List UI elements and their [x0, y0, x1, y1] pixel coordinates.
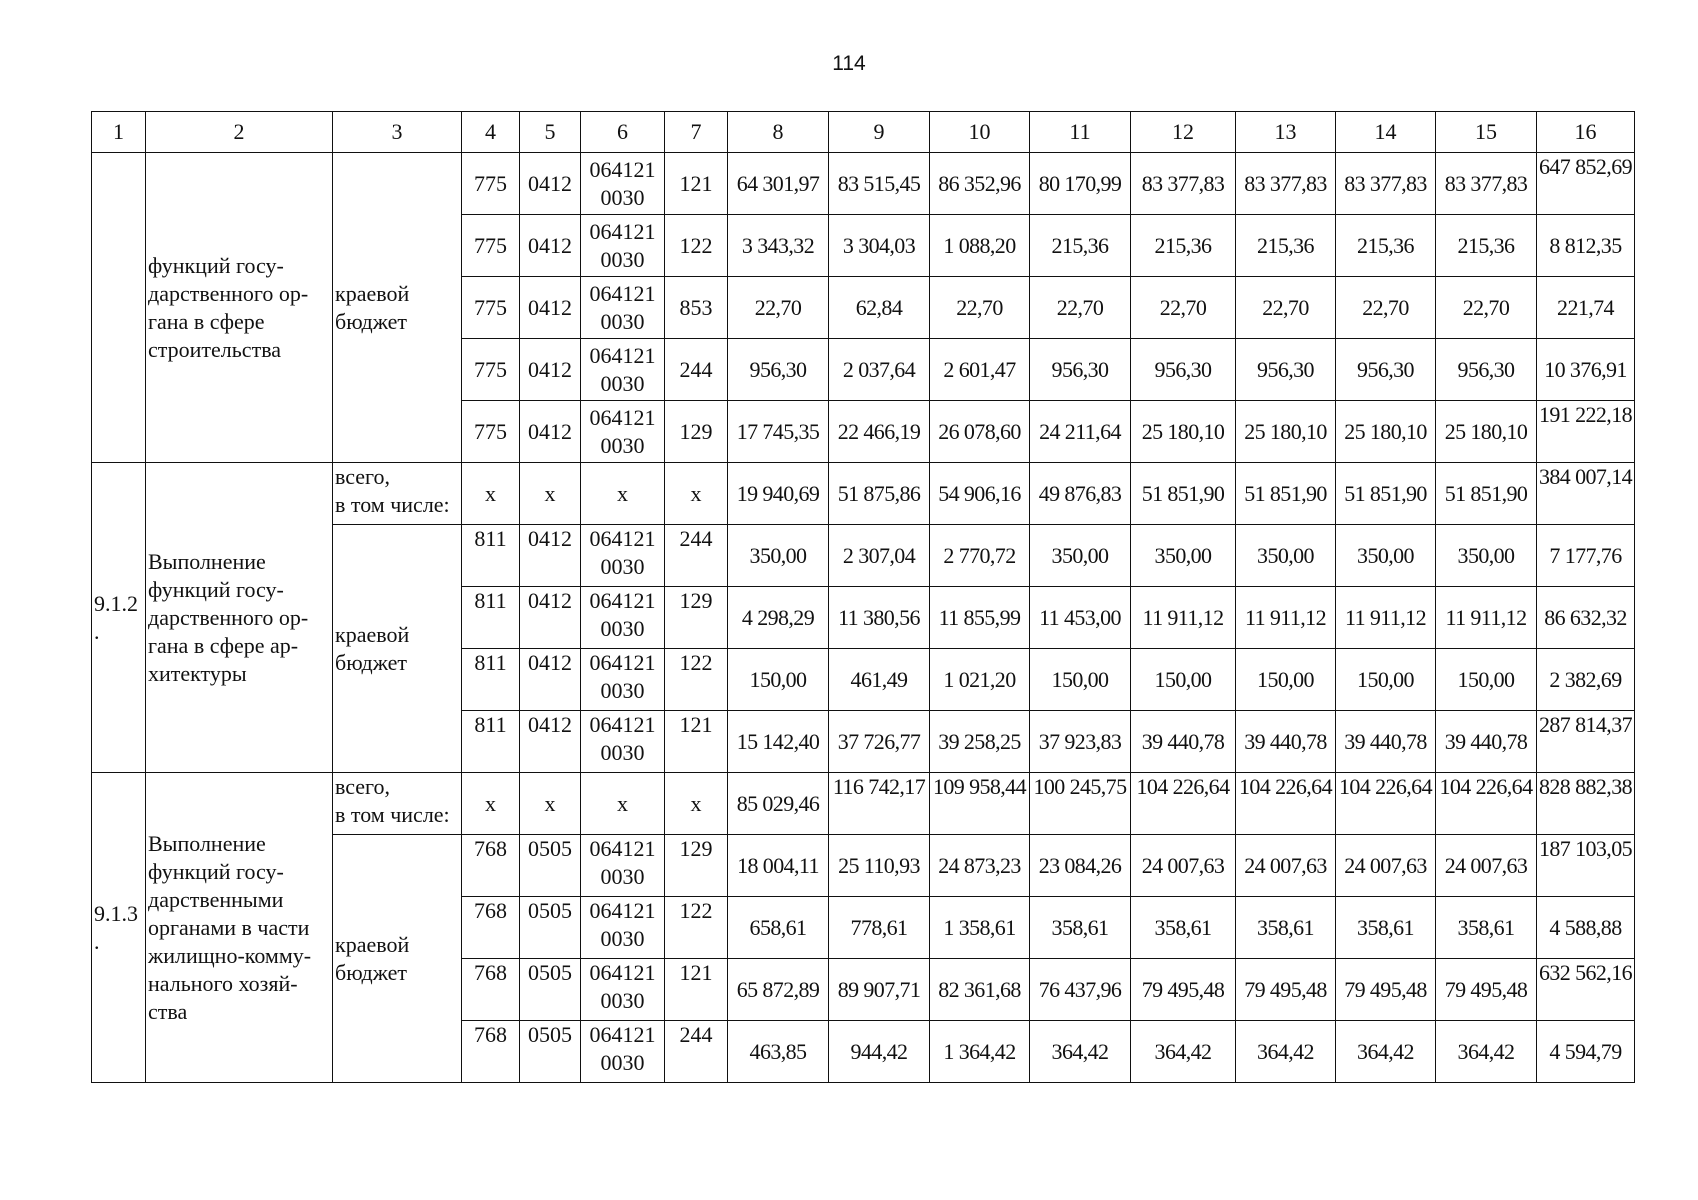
- value-cell: 956,30: [1336, 339, 1436, 401]
- value-cell: 4 588,88: [1537, 897, 1635, 959]
- total-row: [92, 773, 1635, 835]
- value-cell: 54 906,16: [930, 463, 1030, 525]
- value-cell: 215,36: [1236, 215, 1336, 277]
- value-cell: 150,00: [728, 649, 829, 711]
- value-cell: 3 343,32: [728, 215, 829, 277]
- section-code: 0412: [520, 525, 581, 587]
- section-code: 0412: [520, 587, 581, 649]
- item-description: Выполнение функций госу- дарственного ор- гана в сфере ар- хитектуры: [146, 463, 333, 773]
- value-cell: 150,00: [1131, 649, 1236, 711]
- value-cell: 7 177,76: [1537, 525, 1635, 587]
- value-cell: 364,42: [1131, 1021, 1236, 1083]
- value-cell: 62,84: [829, 277, 930, 339]
- value-cell: 79 495,48: [1236, 959, 1336, 1021]
- expense-code: 122: [665, 649, 728, 711]
- code-cell: x: [581, 463, 665, 525]
- value-cell: 79 495,48: [1336, 959, 1436, 1021]
- value-cell: 944,42: [829, 1021, 930, 1083]
- value-cell: 15 142,40: [728, 711, 829, 773]
- expense-code: 244: [665, 339, 728, 401]
- value-cell: 358,61: [1131, 897, 1236, 959]
- item-index: 9.1.2 .: [92, 463, 146, 773]
- funding-source: краевой бюджет: [333, 835, 462, 1083]
- section-code: 0412: [520, 215, 581, 277]
- value-cell: 187 103,05: [1537, 835, 1635, 897]
- value-cell: 116 742,17: [829, 773, 930, 835]
- expense-code: 121: [665, 711, 728, 773]
- header-cell: 10: [930, 112, 1030, 153]
- section-code: 0505: [520, 835, 581, 897]
- value-cell: 24 007,63: [1436, 835, 1537, 897]
- value-cell: 287 814,37: [1537, 711, 1635, 773]
- admin-code: 811: [462, 525, 520, 587]
- section-code: 0412: [520, 401, 581, 463]
- value-cell: 215,36: [1131, 215, 1236, 277]
- header-cell: 3: [333, 112, 462, 153]
- expense-code: 122: [665, 897, 728, 959]
- value-cell: 4 298,29: [728, 587, 829, 649]
- value-cell: 358,61: [1236, 897, 1336, 959]
- value-cell: 1 364,42: [930, 1021, 1030, 1083]
- code-cell: x: [462, 463, 520, 525]
- target-code: 064121 0030: [581, 215, 665, 277]
- value-cell: 350,00: [1436, 525, 1537, 587]
- value-cell: 22,70: [1030, 277, 1131, 339]
- admin-code: 775: [462, 215, 520, 277]
- value-cell: 39 440,78: [1236, 711, 1336, 773]
- header-cell: 5: [520, 112, 581, 153]
- value-cell: 25 180,10: [1131, 401, 1236, 463]
- section-code: 0412: [520, 153, 581, 215]
- value-cell: 104 226,64: [1131, 773, 1236, 835]
- target-code: 064121 0030: [581, 153, 665, 215]
- value-cell: 1 088,20: [930, 215, 1030, 277]
- admin-code: 811: [462, 649, 520, 711]
- section-code: 0412: [520, 649, 581, 711]
- target-code: 064121 0030: [581, 277, 665, 339]
- expense-code: 244: [665, 525, 728, 587]
- value-cell: 51 851,90: [1236, 463, 1336, 525]
- value-cell: 80 170,99: [1030, 153, 1131, 215]
- code-cell: x: [581, 773, 665, 835]
- value-cell: 658,61: [728, 897, 829, 959]
- item-description: Выполнение функций госу- дарственными органами в части жилищно-комму- нального хозяй- ства: [146, 773, 333, 1083]
- value-cell: 83 377,83: [1436, 153, 1537, 215]
- value-cell: 85 029,46: [728, 773, 829, 835]
- header-cell: 7: [665, 112, 728, 153]
- value-cell: 956,30: [1131, 339, 1236, 401]
- header-cell: 16: [1537, 112, 1635, 153]
- target-code: 064121 0030: [581, 959, 665, 1021]
- value-cell: 26 078,60: [930, 401, 1030, 463]
- section-code: 0505: [520, 897, 581, 959]
- value-cell: 25 180,10: [1236, 401, 1336, 463]
- value-cell: 22,70: [1236, 277, 1336, 339]
- value-cell: 17 745,35: [728, 401, 829, 463]
- admin-code: 768: [462, 835, 520, 897]
- value-cell: 350,00: [1030, 525, 1131, 587]
- section-code: 0412: [520, 339, 581, 401]
- value-cell: 2 307,04: [829, 525, 930, 587]
- value-cell: 22,70: [1131, 277, 1236, 339]
- value-cell: 2 770,72: [930, 525, 1030, 587]
- target-code: 064121 0030: [581, 835, 665, 897]
- value-cell: 51 851,90: [1131, 463, 1236, 525]
- header-cell: 12: [1131, 112, 1236, 153]
- value-cell: 11 380,56: [829, 587, 930, 649]
- code-cell: x: [520, 773, 581, 835]
- value-cell: 463,85: [728, 1021, 829, 1083]
- expense-code: 129: [665, 401, 728, 463]
- header-row: [92, 112, 1635, 153]
- value-cell: 461,49: [829, 649, 930, 711]
- value-cell: 25 180,10: [1336, 401, 1436, 463]
- value-cell: 22,70: [1336, 277, 1436, 339]
- item-index: 9.1.3 .: [92, 773, 146, 1083]
- value-cell: 65 872,89: [728, 959, 829, 1021]
- value-cell: 350,00: [1131, 525, 1236, 587]
- admin-code: 811: [462, 587, 520, 649]
- value-cell: 22,70: [728, 277, 829, 339]
- value-cell: 11 453,00: [1030, 587, 1131, 649]
- value-cell: 11 911,12: [1436, 587, 1537, 649]
- header-cell: 15: [1436, 112, 1537, 153]
- value-cell: 2 037,64: [829, 339, 930, 401]
- value-cell: 632 562,16: [1537, 959, 1635, 1021]
- total-row: [92, 463, 1635, 525]
- target-code: 064121 0030: [581, 525, 665, 587]
- header-cell: 6: [581, 112, 665, 153]
- value-cell: 1 021,20: [930, 649, 1030, 711]
- value-cell: 22 466,19: [829, 401, 930, 463]
- value-cell: 22,70: [930, 277, 1030, 339]
- value-cell: 150,00: [1336, 649, 1436, 711]
- value-cell: 778,61: [829, 897, 930, 959]
- section-code: 0505: [520, 1021, 581, 1083]
- value-cell: 104 226,64: [1436, 773, 1537, 835]
- value-cell: 364,42: [1030, 1021, 1131, 1083]
- value-cell: 22,70: [1436, 277, 1537, 339]
- value-cell: 104 226,64: [1236, 773, 1336, 835]
- value-cell: 150,00: [1030, 649, 1131, 711]
- funding-source: краевой бюджет: [333, 525, 462, 773]
- target-code: 064121 0030: [581, 1021, 665, 1083]
- expense-code: 244: [665, 1021, 728, 1083]
- value-cell: 83 377,83: [1131, 153, 1236, 215]
- value-cell: 358,61: [1336, 897, 1436, 959]
- admin-code: 775: [462, 153, 520, 215]
- value-cell: 25 180,10: [1436, 401, 1537, 463]
- value-cell: 350,00: [1236, 525, 1336, 587]
- value-cell: 39 440,78: [1436, 711, 1537, 773]
- target-code: 064121 0030: [581, 711, 665, 773]
- value-cell: 25 110,93: [829, 835, 930, 897]
- target-code: 064121 0030: [581, 587, 665, 649]
- value-cell: 83 377,83: [1336, 153, 1436, 215]
- total-label: всего, в том числе:: [333, 463, 462, 525]
- value-cell: 104 226,64: [1336, 773, 1436, 835]
- value-cell: 39 258,25: [930, 711, 1030, 773]
- value-cell: 150,00: [1436, 649, 1537, 711]
- value-cell: 956,30: [1436, 339, 1537, 401]
- value-cell: 24 211,64: [1030, 401, 1131, 463]
- value-cell: 956,30: [1236, 339, 1336, 401]
- value-cell: 11 855,99: [930, 587, 1030, 649]
- code-cell: x: [520, 463, 581, 525]
- value-cell: 11 911,12: [1236, 587, 1336, 649]
- expense-code: 853: [665, 277, 728, 339]
- value-cell: 3 304,03: [829, 215, 930, 277]
- header-cell: 2: [146, 112, 333, 153]
- admin-code: 775: [462, 401, 520, 463]
- section-code: 0412: [520, 277, 581, 339]
- expense-code: 121: [665, 959, 728, 1021]
- admin-code: 768: [462, 1021, 520, 1083]
- value-cell: 350,00: [728, 525, 829, 587]
- value-cell: 350,00: [1336, 525, 1436, 587]
- admin-code: 768: [462, 897, 520, 959]
- value-cell: 647 852,69: [1537, 153, 1635, 215]
- budget-table: [91, 111, 1635, 1083]
- header-cell: 1: [92, 112, 146, 153]
- value-cell: 956,30: [728, 339, 829, 401]
- value-cell: 11 911,12: [1131, 587, 1236, 649]
- header-cell: 9: [829, 112, 930, 153]
- value-cell: 49 876,83: [1030, 463, 1131, 525]
- value-cell: 39 440,78: [1131, 711, 1236, 773]
- header-cell: 8: [728, 112, 829, 153]
- value-cell: 100 245,75: [1030, 773, 1131, 835]
- value-cell: 37 726,77: [829, 711, 930, 773]
- value-cell: 86 632,32: [1537, 587, 1635, 649]
- target-code: 064121 0030: [581, 339, 665, 401]
- value-cell: 956,30: [1030, 339, 1131, 401]
- value-cell: 83 377,83: [1236, 153, 1336, 215]
- section-code: 0505: [520, 959, 581, 1021]
- admin-code: 811: [462, 711, 520, 773]
- expense-code: 129: [665, 835, 728, 897]
- value-cell: 51 851,90: [1336, 463, 1436, 525]
- value-cell: 24 007,63: [1131, 835, 1236, 897]
- value-cell: 358,61: [1436, 897, 1537, 959]
- code-cell: x: [462, 773, 520, 835]
- value-cell: 19 940,69: [728, 463, 829, 525]
- value-cell: 37 923,83: [1030, 711, 1131, 773]
- value-cell: 364,42: [1236, 1021, 1336, 1083]
- admin-code: 775: [462, 339, 520, 401]
- value-cell: 384 007,14: [1537, 463, 1635, 525]
- value-cell: 76 437,96: [1030, 959, 1131, 1021]
- value-cell: 215,36: [1336, 215, 1436, 277]
- target-code: 064121 0030: [581, 401, 665, 463]
- code-cell: x: [665, 773, 728, 835]
- value-cell: 83 515,45: [829, 153, 930, 215]
- admin-code: 768: [462, 959, 520, 1021]
- value-cell: 1 358,61: [930, 897, 1030, 959]
- value-cell: 2 601,47: [930, 339, 1030, 401]
- value-cell: 24 007,63: [1236, 835, 1336, 897]
- value-cell: 2 382,69: [1537, 649, 1635, 711]
- value-cell: 89 907,71: [829, 959, 930, 1021]
- expense-code: 122: [665, 215, 728, 277]
- expense-code: 121: [665, 153, 728, 215]
- value-cell: 191 222,18: [1537, 401, 1635, 463]
- header-cell: 13: [1236, 112, 1336, 153]
- value-cell: 4 594,79: [1537, 1021, 1635, 1083]
- value-cell: 364,42: [1336, 1021, 1436, 1083]
- value-cell: 82 361,68: [930, 959, 1030, 1021]
- item-index: [92, 153, 146, 463]
- value-cell: 358,61: [1030, 897, 1131, 959]
- value-cell: 79 495,48: [1131, 959, 1236, 1021]
- value-cell: 51 875,86: [829, 463, 930, 525]
- header-cell: 4: [462, 112, 520, 153]
- value-cell: 24 007,63: [1336, 835, 1436, 897]
- value-cell: 39 440,78: [1336, 711, 1436, 773]
- table-row: [92, 153, 1635, 215]
- admin-code: 775: [462, 277, 520, 339]
- value-cell: 221,74: [1537, 277, 1635, 339]
- value-cell: 364,42: [1436, 1021, 1537, 1083]
- value-cell: 24 873,23: [930, 835, 1030, 897]
- value-cell: 215,36: [1030, 215, 1131, 277]
- value-cell: 79 495,48: [1436, 959, 1537, 1021]
- header-cell: 14: [1336, 112, 1436, 153]
- value-cell: 8 812,35: [1537, 215, 1635, 277]
- target-code: 064121 0030: [581, 649, 665, 711]
- value-cell: 109 958,44: [930, 773, 1030, 835]
- value-cell: 215,36: [1436, 215, 1537, 277]
- value-cell: 23 084,26: [1030, 835, 1131, 897]
- value-cell: 11 911,12: [1336, 587, 1436, 649]
- value-cell: 86 352,96: [930, 153, 1030, 215]
- value-cell: 51 851,90: [1436, 463, 1537, 525]
- value-cell: 64 301,97: [728, 153, 829, 215]
- code-cell: x: [665, 463, 728, 525]
- page-number: 114: [832, 52, 866, 75]
- funding-source: краевой бюджет: [333, 153, 462, 463]
- expense-code: 129: [665, 587, 728, 649]
- target-code: 064121 0030: [581, 897, 665, 959]
- value-cell: 828 882,38: [1537, 773, 1635, 835]
- section-code: 0412: [520, 711, 581, 773]
- value-cell: 18 004,11: [728, 835, 829, 897]
- item-description: функций госу- дарственного ор- гана в сфере строительства: [146, 153, 333, 463]
- header-cell: 11: [1030, 112, 1131, 153]
- total-label: всего, в том числе:: [333, 773, 462, 835]
- value-cell: 10 376,91: [1537, 339, 1635, 401]
- value-cell: 150,00: [1236, 649, 1336, 711]
